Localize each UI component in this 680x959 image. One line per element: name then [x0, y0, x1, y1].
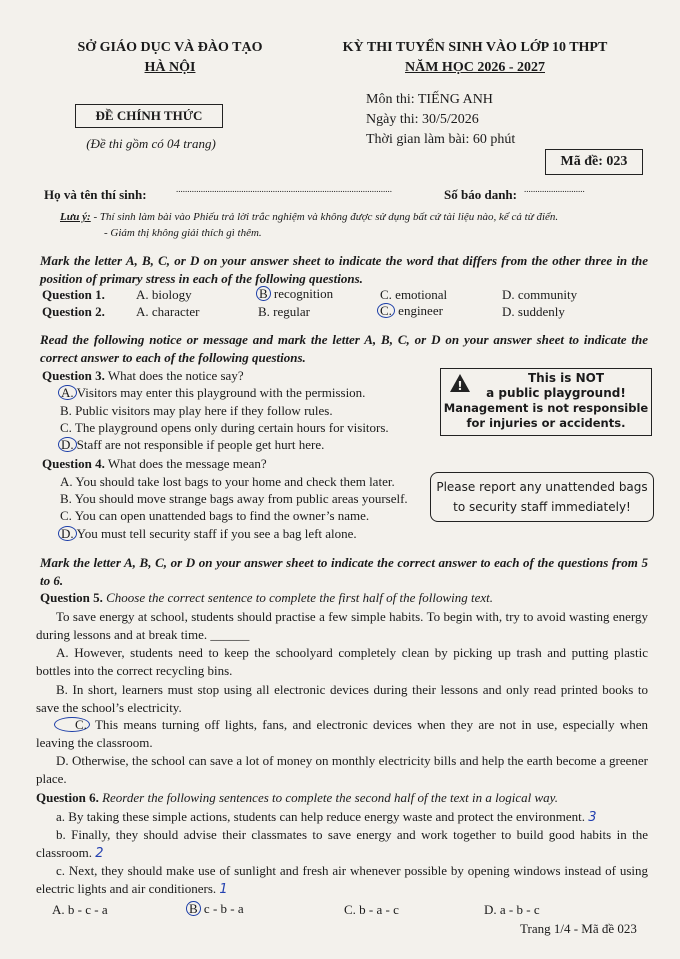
q4-label: Question 4.	[42, 456, 105, 471]
q1-option-b: recognition	[273, 286, 334, 301]
q6-mark-a: 3	[588, 810, 597, 825]
q5-option-c: This means turning off lights, fans, and electronic devices when they are not in use, especially when leaving the classroom.	[36, 717, 648, 750]
q1-option-a: A. biology	[136, 287, 192, 302]
q3-option-c: C. The playground opens only during certain hours for visitors.	[60, 420, 389, 435]
department-name: SỞ GIÁO DỤC VÀ ĐÀO TẠO	[77, 40, 263, 55]
q1-option-d: D. community	[502, 287, 578, 302]
notice-line-3: Management is not responsible	[443, 401, 649, 415]
candidate-name-label: Họ và tên thí sinh:	[44, 187, 147, 202]
message-box	[430, 472, 654, 522]
notice-line-1: This is NOT	[527, 371, 605, 385]
q6-option-c: C. b - a - c	[344, 902, 399, 917]
warning-icon	[449, 373, 471, 395]
notice-box	[440, 368, 652, 436]
q1-option-b-letter: B	[256, 286, 271, 301]
message-line-2: to security staff immediately!	[453, 500, 631, 514]
q6-option-d: D. a - b - c	[484, 902, 540, 917]
notice-line-4: for injuries or accidents.	[466, 416, 626, 430]
q1-label: Question 1.	[42, 287, 105, 302]
q6-option-b-letter: B	[186, 901, 201, 916]
candidate-id-label: Số báo danh:	[444, 187, 517, 202]
page-footer: Trang 1/4 - Mã đề 023	[520, 921, 637, 936]
candidate-id-line: ...........................	[524, 184, 585, 194]
q6-mark-b: 2	[95, 846, 104, 861]
section3-instruction: Mark the letter A, B, C, or D on your answer sheet to indicate the correct answer to each of the questions from 5 to 6.	[40, 555, 648, 588]
q6-stem: Reorder the following sentences to complete the second half of the text in a logical way.	[102, 790, 558, 805]
q3-label: Question 3.	[42, 368, 105, 383]
exam-date: Ngày thi: 30/5/2026	[366, 112, 479, 127]
candidate-name-line: ................................................................................................	[176, 184, 392, 194]
q4-stem: What does the message mean?	[107, 456, 267, 471]
q2-option-a: A. character	[136, 304, 200, 319]
q2-option-c: engineer	[398, 303, 443, 318]
subject: Môn thi: TIẾNG ANH	[366, 92, 493, 107]
q5-text: To save energy at school, students should practise a few simple habits. To begin with, try to avoid wasting energy during lessons and at break time. ______	[36, 609, 648, 642]
q4-option-d-letter: D.	[58, 526, 77, 541]
q6-sentence-c: c. Next, they should make use of sunlight and fresh air whenever possible by opening windows instead of using electric lights and air conditioners.	[36, 863, 648, 896]
notice-line-2: a public playground!	[486, 386, 626, 400]
q2-option-d: D. suddenly	[502, 304, 565, 319]
q2-label: Question 2.	[42, 304, 105, 319]
q4-option-c: C. You can open unattended bags to find the owner’s name.	[60, 508, 370, 523]
q2-option-b: B. regular	[258, 304, 310, 319]
q6-sentence-b: b. Finally, they should advise their classmates to save energy and work together to build good habits in the classroom.	[36, 827, 648, 860]
q3-stem: What does the notice say?	[107, 368, 244, 383]
q6-mark-c: 1	[219, 882, 228, 897]
exam-title: KỲ THI TUYỂN SINH VÀO LỚP 10 THPT	[342, 40, 608, 55]
q3-option-d-letter: D.	[58, 437, 77, 452]
notes-label: Lưu ý:	[60, 211, 91, 223]
notes-line-1: - Thí sinh làm bài vào Phiếu trả lời trắc nghiệm và không được sử dụng bất cứ tài liệu nào, kể cả từ điển.	[93, 211, 559, 223]
q3-option-d: Staff are not responsible if people get hurt here.	[76, 437, 325, 452]
warning-glyph: !	[457, 379, 463, 393]
department-city: HÀ NỘI	[144, 60, 196, 75]
q6-sentence-a: a. By taking these simple actions, students can help reduce energy waste and protect the environment.	[56, 809, 585, 824]
exam-code: Mã đề: 023	[545, 149, 643, 175]
q4-option-d: You must tell security staff if you see a bag left alone.	[76, 526, 357, 541]
q3-option-a-letter: A.	[58, 385, 77, 400]
pages-note: (Đề thi gồm có 04 trang)	[86, 136, 216, 151]
q3-option-a: Visitors may enter this playground with the permission.	[76, 385, 366, 400]
q5-option-c-letter: C.	[54, 717, 90, 732]
q5-option-a: A. However, students need to keep the schoolyard completely clean by picking up trash and putting plastic bottles into the correct recycling bins.	[36, 645, 648, 678]
q5-stem: Choose the correct sentence to complete the first half of the following text.	[106, 590, 494, 605]
section1-instruction: Mark the letter A, B, C, or D on your answer sheet to indicate the word that differs from the other three in the position of primary stress in each of the following questions.	[40, 253, 648, 286]
q1-option-c: C. emotional	[380, 287, 448, 302]
message-line-1: Please report any unattended bags	[436, 480, 648, 494]
q5-label: Question 5.	[40, 590, 103, 605]
q5-option-d: D. Otherwise, the school can save a lot of money on monthly electricity bills and help the earth become a greener place.	[36, 753, 648, 786]
official-label: ĐỀ CHÍNH THỨC	[75, 104, 223, 128]
notes-line-2: - Giám thị không giải thích gì thêm.	[104, 227, 262, 239]
exam-duration: Thời gian làm bài: 60 phút	[366, 132, 516, 147]
q3-option-b: B. Public visitors may play here if they follow rules.	[60, 403, 333, 418]
section2-instruction: Read the following notice or message and mark the letter A, B, C, or D on your answer sheet to indicate the correct answer to each of the following questions.	[40, 332, 648, 365]
q4-option-a: A. You should take lost bags to your home and check them later.	[60, 474, 395, 489]
exam-year: NĂM HỌC 2026 - 2027	[405, 60, 545, 75]
q6-option-a: A. b - c - a	[52, 902, 108, 917]
q5-option-b: B. In short, learners must stop using all electronic devices during their lessons and only read printed books to save the school’s electricity.	[36, 682, 648, 715]
q2-option-c-letter: C.	[377, 303, 395, 318]
q4-option-b: B. You should move strange bags away from public areas yourself.	[60, 491, 408, 506]
q6-label: Question 6.	[36, 790, 99, 805]
q6-option-b: c - b - a	[203, 901, 244, 916]
